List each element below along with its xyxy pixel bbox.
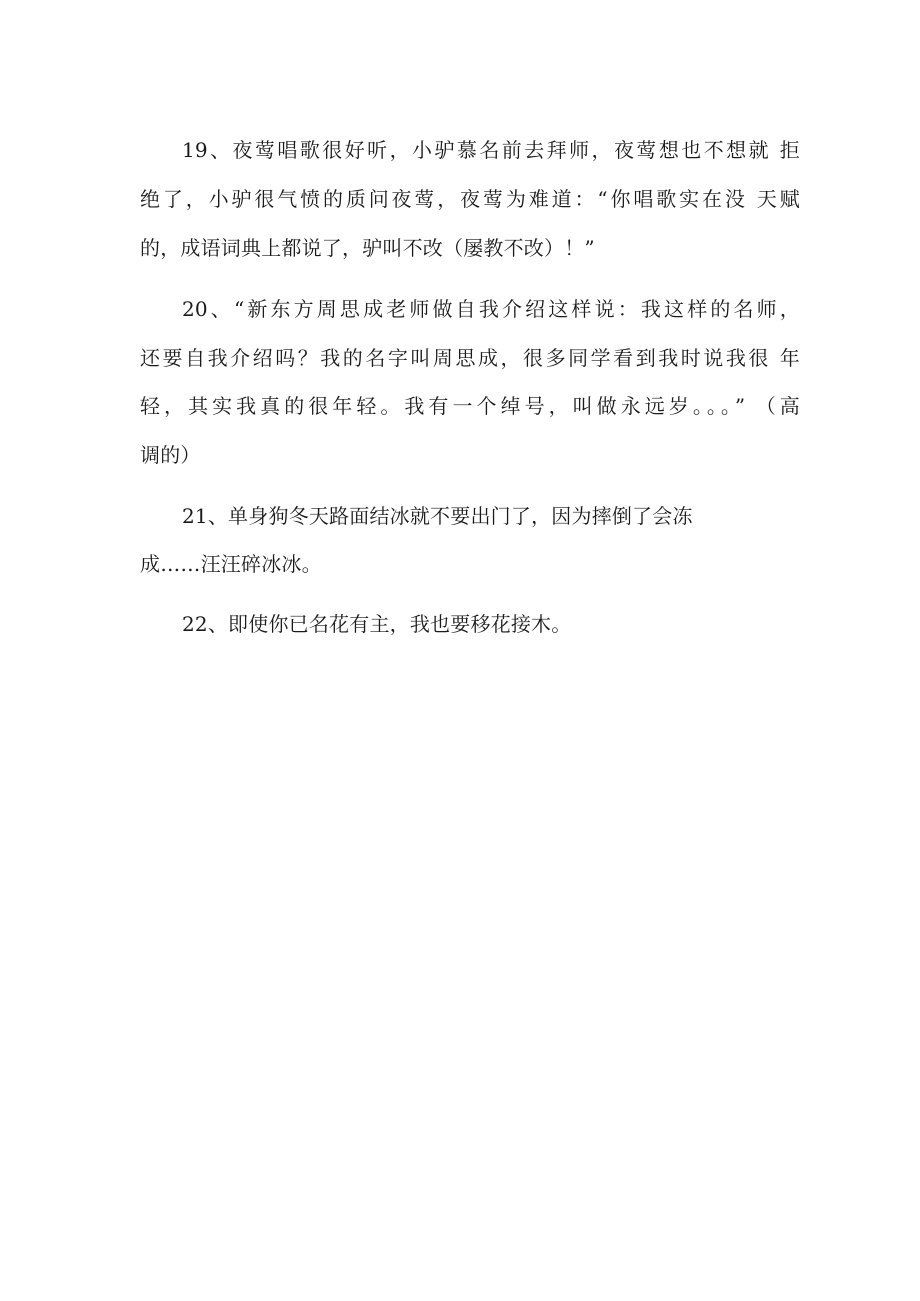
paragraph-line: 20、“新东方周思成老师做自我介绍这样说：我这样的名师， [182,297,800,321]
paragraph-line: 还要自我介绍吗？我的名字叫周思成，很多同学看到我时说我很 年 [140,346,800,370]
paragraph-line: 轻，其实我真的很年轻。我有一个绰号，叫做永远岁。。。” （高 [140,394,800,418]
paragraph-line: 的，成语词典上都说了，驴叫不改（屡教不改）！” [140,236,595,260]
paragraph-line: 19、夜莺唱歌很好听，小驴慕名前去拜师，夜莺想也不想就 拒 [182,138,800,162]
paragraph-line: 绝了，小驴很气愤的质问夜莺，夜莺为难道：“你唱歌实在没 天赋 [140,187,800,211]
paragraph-line: 成……汪汪碎冰冰。 [140,552,322,576]
paragraph-line: 调的） [140,443,201,467]
paragraph-line: 22、即使你已名花有主，我也要移花接木。 [182,612,572,636]
paragraph-line: 21、单身狗冬天路面结冰就不要出门了，因为摔倒了会冻 [182,504,693,528]
